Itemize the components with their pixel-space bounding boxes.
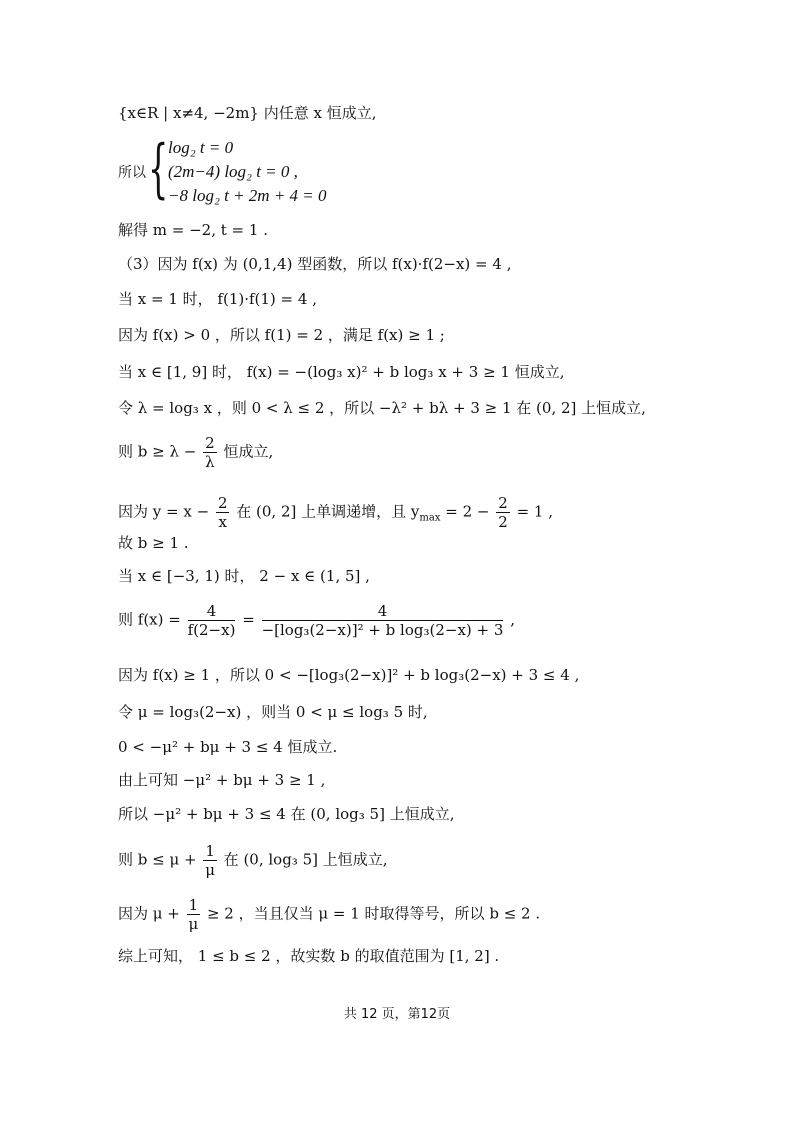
fx-post: ,	[510, 610, 515, 629]
system-row-3: −8 log₂ t + 2m + 4 = 0	[168, 186, 327, 205]
frac-num: 1	[188, 896, 199, 914]
fraction-1-over-mu	[203, 842, 217, 879]
text-line-mu: 令 μ = log₃(2−x) ，则当 0 < μ ≤ log₃ 5 时,	[118, 703, 428, 721]
fx-eq: =	[242, 610, 255, 629]
left-brace-icon: {	[148, 132, 169, 206]
text-line-fx-fraction	[118, 602, 515, 639]
text-line-so-mu: 所以 −μ² + bμ + 3 ≤ 4 在 (0, log₃ 5] 上恒成立,	[118, 805, 455, 823]
text-line-conclusion: 综上可知， 1 ≤ b ≤ 2 ，故实数 b 的取值范围为 [1, 2] .	[118, 947, 500, 965]
frac-den: x	[218, 513, 227, 531]
equation-system	[118, 132, 438, 208]
text-line-b-ge-1: 故 b ≥ 1 .	[118, 534, 189, 552]
frac-num: 2	[217, 494, 228, 512]
fraction-2-over-lambda	[203, 434, 217, 471]
fraction-1-over-mu-2	[187, 896, 201, 933]
text-line-monotonic	[118, 494, 553, 531]
text-line-b-lambda	[118, 434, 273, 471]
text-line-interval-1-9: 当 x ∈ [1, 9] 时， f(x) = −(log₃ x)² + b log₃ x + 3 ≥ 1 恒成立,	[118, 363, 565, 381]
page-footer: 共 12 页，第12页	[343, 1007, 451, 1022]
frac-den: f(2−x)	[187, 621, 236, 639]
text-line-b-le-mu	[118, 842, 388, 879]
text-line-domain: {x∈R | x≠4, −2m} 内任意 x 恒成立,	[118, 104, 377, 122]
text-line-bound: 因为 f(x) ≥ 1 ，所以 0 < −[log₃(2−x)]² + b log₃(2−x) + 3 ≤ 4 ,	[118, 666, 580, 684]
fx-pre: 则 f(x) =	[118, 610, 181, 629]
fraction-4-over-f	[188, 602, 236, 639]
b-mu-pre: 则 b ≤ μ +	[118, 850, 197, 869]
text-line-lambda: 令 λ = log₃ x ，则 0 < λ ≤ 2 ，所以 −λ² + bλ + 3 ≥ 1 在 (0, 2] 上恒成立,	[118, 399, 646, 417]
amgm-post: ≥ 2 ，当且仅当 μ = 1 时取得等号，所以 b ≤ 2 .	[206, 904, 541, 923]
text-line-part3: （3）因为 f(x) 为 (0,1,4) 型函数，所以 f(x)·f(2−x) = 4 ,	[118, 255, 512, 273]
fraction-2-over-x	[216, 494, 230, 531]
frac-den: 2	[498, 513, 508, 531]
mono-post: = 1 ,	[516, 502, 553, 521]
text-line-from-above: 由上可知 −μ² + bμ + 3 ≥ 1 ,	[118, 771, 326, 789]
fraction-4-over-log	[262, 602, 504, 639]
frac-den: −[log₃(2−x)]² + b log₃(2−x) + 3	[261, 621, 504, 639]
mono-eq: = 2 −	[445, 502, 490, 521]
frac-num: 1	[205, 842, 215, 860]
system-row-2: (2m−4) log₂ t = 0 ,	[168, 162, 298, 181]
mono-mid: 在 (0, 2] 上单调递增，且 y	[236, 502, 420, 521]
frac-num: 4	[188, 602, 236, 621]
text-line-solution: 解得 m = −2, t = 1 .	[118, 221, 268, 239]
frac-num: 2	[205, 434, 215, 452]
fraction-2-over-2	[496, 494, 510, 531]
frac-den: λ	[205, 453, 215, 471]
ymax-subscript: max	[419, 512, 441, 524]
amgm-pre: 因为 μ +	[118, 904, 180, 923]
text-line-mu-ineq: 0 < −μ² + bμ + 3 ≤ 4 恒成立.	[118, 738, 338, 756]
frac-den: μ	[205, 861, 215, 879]
b-mu-post: 在 (0, log₃ 5] 上恒成立,	[223, 850, 388, 869]
frac-num: 4	[262, 602, 504, 621]
b-lambda-post: 恒成立,	[223, 442, 274, 461]
mono-pre: 因为 y = x −	[118, 502, 210, 521]
frac-num: 2	[498, 494, 508, 512]
b-lambda-pre: 则 b ≥ λ −	[118, 442, 197, 461]
system-label: 所以	[118, 165, 146, 181]
text-line-x-equals-1: 当 x = 1 时， f(1)·f(1) = 4 ,	[118, 290, 317, 308]
text-line-interval-neg3-1: 当 x ∈ [−3, 1) 时， 2 − x ∈ (1, 5] ,	[118, 567, 370, 585]
system-row-1: log₂ t = 0	[168, 138, 234, 157]
frac-den: μ	[188, 915, 199, 933]
text-line-amgm	[118, 896, 540, 933]
text-line-f1: 因为 f(x) > 0 ，所以 f(1) = 2 ，满足 f(x) ≥ 1 ;	[118, 326, 445, 344]
